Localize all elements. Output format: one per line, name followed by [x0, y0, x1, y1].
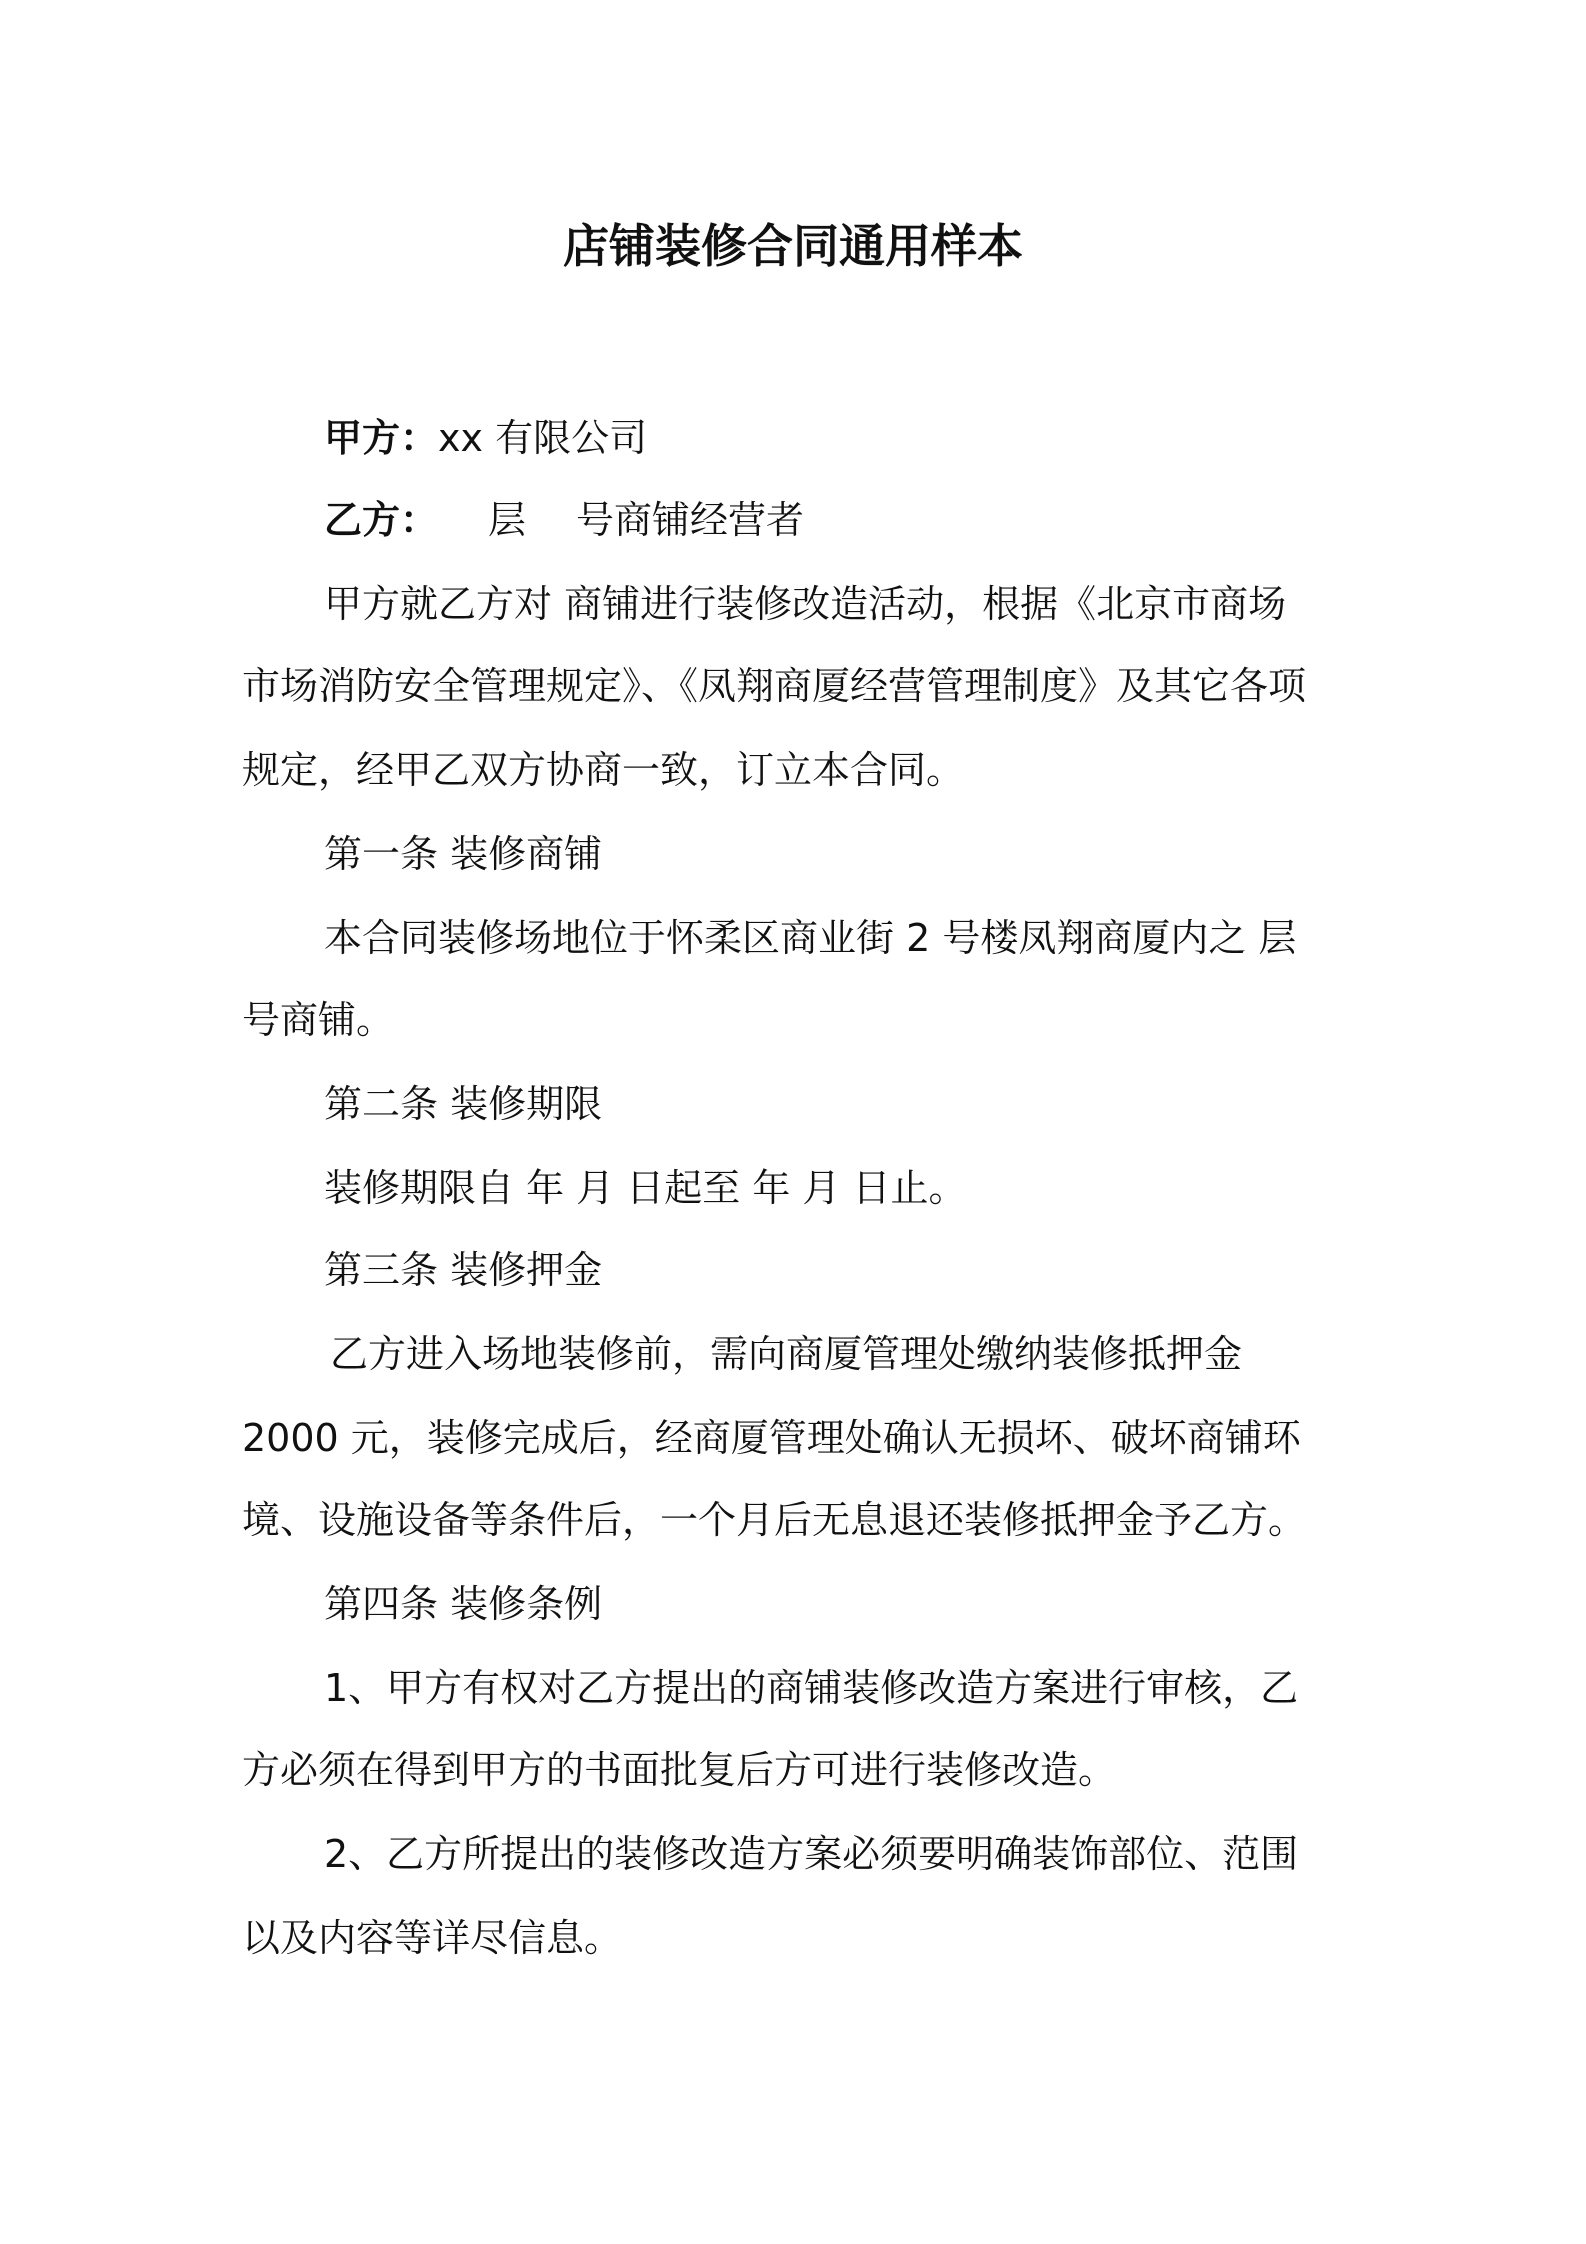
- article4-item1-line-2: 方必须在得到甲方的书面批复后方可进行装修改造。: [242, 1748, 1117, 1792]
- article3-body-line-3: 境、设施设备等条件后，一个月后无息退还装修抵押金予乙方。: [242, 1498, 1307, 1542]
- intro-line-1: 甲方就乙方对 商铺进行装修改造活动，根据《北京市商场: [324, 582, 1287, 626]
- article1-body-line-1: 本合同装修场地位于怀柔区商业街 2 号楼凤翔商厦内之 层: [324, 916, 1297, 960]
- party-b-label: 乙方：: [324, 498, 439, 542]
- document-title: 店铺装修合同通用样本: [563, 219, 1023, 273]
- party-a-line: [324, 412, 1352, 464]
- article3-body-line-1: 乙方进入场地装修前，需向商厦管理处缴纳装修抵押金: [330, 1332, 1243, 1376]
- party-a-label: 甲方：: [324, 416, 439, 460]
- article4-item2-line-2: 以及内容等详尽信息。: [242, 1916, 623, 1960]
- intro-line-2: 市场消防安全管理规定》、《凤翔商厦经营管理制度》及其它各项: [242, 664, 1307, 708]
- article3-heading: 第三条 装修押金: [324, 1248, 603, 1292]
- intro-line-3: 规定，经甲乙双方协商一致，订立本合同。: [242, 748, 965, 792]
- article4-item2-line-1: 2、乙方所提出的装修改造方案必须要明确装饰部位、范围: [324, 1832, 1299, 1876]
- article1-heading: 第一条 装修商铺: [324, 832, 603, 876]
- article4-item1-line-1: 1、甲方有权对乙方提出的商铺装修改造方案进行审核，乙: [324, 1666, 1299, 1710]
- article2-heading: 第二条 装修期限: [324, 1082, 603, 1126]
- article3-body-line-2: 2000 元，装修完成后，经商厦管理处确认无损坏、破坏商铺环: [242, 1416, 1301, 1460]
- article1-body-line-2: 号商铺。: [242, 998, 395, 1042]
- party-b-line: [324, 494, 1352, 546]
- party-b-floor: 层: [488, 498, 527, 542]
- article2-body: 装修期限自 年 月 日起至 年 月 日止。: [324, 1166, 967, 1210]
- party-b-value: 号商铺经营者: [576, 498, 805, 542]
- party-a-value: xx 有限公司: [438, 416, 648, 460]
- article4-heading: 第四条 装修条例: [324, 1582, 603, 1626]
